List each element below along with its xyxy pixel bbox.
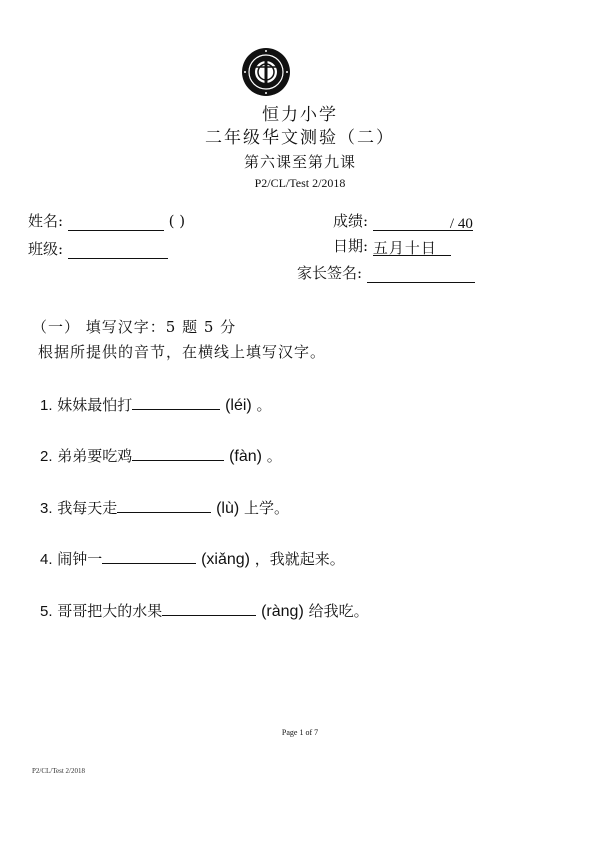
name-blank[interactable] <box>68 214 164 231</box>
page-number: Page 1 of 7 <box>281 728 319 737</box>
test-title: 二年级华文测验（二） <box>205 128 395 148</box>
class-blank[interactable] <box>68 242 168 259</box>
question-3 <box>40 497 289 518</box>
score-label: 成绩: <box>333 212 369 230</box>
pinyin-hint: (fàn) <box>229 448 262 465</box>
date-label: 日期: <box>333 237 369 255</box>
date-value: 五月十日 <box>372 239 437 257</box>
pinyin-hint: (xiǎng) <box>201 551 250 568</box>
footer-code: P2/CL/Test 2/2018 <box>32 767 85 775</box>
answer-blank[interactable] <box>117 498 211 513</box>
answer-blank[interactable] <box>132 446 224 461</box>
class-field <box>28 238 168 259</box>
parent-signature-field <box>297 262 475 283</box>
question-text-before: 弟弟要吃鸡 <box>57 447 133 465</box>
pinyin-hint: (ràng) <box>261 603 304 620</box>
question-text-before: 我每天走 <box>57 499 118 517</box>
date-field <box>333 235 451 256</box>
question-text-after: 上学。 <box>243 499 289 517</box>
question-number: 3. <box>40 500 53 517</box>
question-number: 1. <box>40 397 53 414</box>
answer-blank[interactable] <box>102 549 196 564</box>
question-text-after: 给我吃。 <box>308 602 369 620</box>
pinyin-hint: (lù) <box>216 500 240 517</box>
question-number: 2. <box>40 448 53 465</box>
name-field <box>28 210 185 231</box>
pinyin-hint: (léi) <box>225 397 252 414</box>
score-total: / 40 <box>449 216 473 232</box>
question-number: 5. <box>40 603 53 620</box>
question-number: 4. <box>40 551 53 568</box>
school-logo <box>241 47 291 97</box>
section-heading: （一） 填写汉字：5 题 5 分 <box>32 318 237 336</box>
question-text-before: 妹妹最怕打 <box>57 396 133 414</box>
question-text-after: 。 <box>266 447 282 465</box>
parent-signature-label: 家长签名: <box>297 264 363 282</box>
class-number-paren: ( ) <box>168 212 186 230</box>
school-name: 恒力小学 <box>262 105 338 125</box>
score-field <box>333 210 473 231</box>
date-blank[interactable] <box>373 237 451 256</box>
question-text-after: 。 <box>256 396 272 414</box>
name-label: 姓名: <box>28 212 64 230</box>
question-5 <box>40 600 369 621</box>
question-1 <box>40 394 272 415</box>
section-instruction: 根据所提供的音节，在横线上填写汉字。 <box>38 343 327 361</box>
answer-blank[interactable] <box>162 601 256 616</box>
class-label: 班级: <box>28 240 64 258</box>
question-text-after: ，我就起来。 <box>254 550 345 568</box>
answer-blank[interactable] <box>132 395 220 410</box>
parent-signature-blank[interactable] <box>367 266 475 283</box>
question-2 <box>40 445 282 466</box>
score-blank[interactable] <box>373 214 473 231</box>
test-code: P2/CL/Test 2/2018 <box>254 176 346 190</box>
lesson-range: 第六课至第九课 <box>243 153 356 171</box>
question-4 <box>40 548 345 569</box>
question-text-before: 哥哥把大的水果 <box>57 602 163 620</box>
question-text-before: 闹钟一 <box>57 550 103 568</box>
